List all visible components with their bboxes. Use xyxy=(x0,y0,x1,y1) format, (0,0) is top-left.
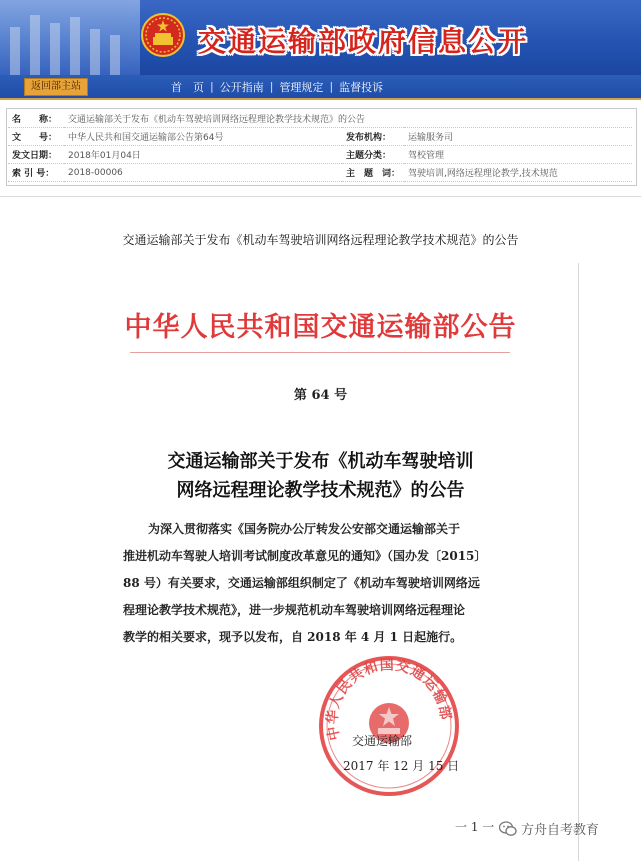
body-line: 程理论教学技术规范》，进一步规范机动车驾驶培训网络远程理论 xyxy=(123,603,466,617)
site-banner xyxy=(0,0,641,75)
meta-key: 索 引 号： xyxy=(8,164,64,182)
watermark xyxy=(499,819,599,838)
meta-key: 文 号： xyxy=(8,128,64,146)
announcement-number: 第 64 号 xyxy=(293,388,348,403)
document-heading: 交通运输部关于发布《机动车驾驶培训网络远程理论教学技术规范》的公告 xyxy=(122,233,519,247)
notice-title-line-2: 网络远程理论教学技术规范》的公告 xyxy=(176,480,465,501)
nav-items xyxy=(165,75,389,98)
table-row xyxy=(8,146,632,164)
meta-value: 中华人民共和国交通运输部公告第64号 xyxy=(64,128,342,146)
meta-value: 2018-00006 xyxy=(64,164,342,182)
metadata-table xyxy=(8,110,632,182)
meta-value: 驾校管理 xyxy=(404,146,632,164)
body-line: 为深入贯彻落实《国务院办公厅转发公安部交通运输部关于 xyxy=(148,522,461,536)
meta-key: 发布机构： xyxy=(342,128,404,146)
notice-title-line-1: 交通运输部关于发布《机动车驾驶培训 xyxy=(167,451,474,472)
nav-item-home[interactable]: 首 页 xyxy=(171,80,204,94)
site-title: 交通运输部政府信息公开 xyxy=(198,25,529,58)
wechat-icon xyxy=(499,821,517,837)
watermark-text: 方舟自考教育 xyxy=(521,823,600,838)
divider xyxy=(130,352,510,353)
meta-value: 驾驶培训,网络远程理论教学,技术规范 xyxy=(404,164,632,182)
meta-key: 名 称： xyxy=(8,110,64,128)
signer-name: 交通运输部 xyxy=(352,734,413,748)
nav-separator: | xyxy=(210,80,214,93)
meta-key: 发文日期： xyxy=(8,146,64,164)
body-line: 推进机动车驾驶人培训考试制度改革意见的通知》（国办发〔2015〕 xyxy=(123,549,487,563)
main-nav xyxy=(0,75,641,100)
nav-item-regulations[interactable]: 管理规定 xyxy=(279,80,324,94)
meta-key: 主题分类： xyxy=(342,146,404,164)
sign-date: 2017 年 12 月 15 日 xyxy=(343,759,460,773)
meta-key: 主 题 词： xyxy=(342,164,404,182)
nav-separator: | xyxy=(329,80,334,93)
meta-value: 运输服务司 xyxy=(404,128,632,146)
page-number: 一 1 一 xyxy=(455,820,495,834)
announcement-red-title: 中华人民共和国交通运输部公告 xyxy=(124,312,517,343)
official-seal-icon xyxy=(318,655,460,797)
seal-text: 中华人民共和国交通运输部 xyxy=(324,657,454,742)
body-line: 教学的相关要求，现予以发布，自 2018 年 4 月 1 日起施行。 xyxy=(123,630,463,644)
nav-item-complaints[interactable]: 监督投诉 xyxy=(339,80,384,94)
table-row xyxy=(8,128,632,146)
meta-value: 2018年01月04日 xyxy=(64,146,342,164)
meta-value: 交通运输部关于发布《机动车驾驶培训网络远程理论教学技术规范》的公告 xyxy=(64,110,632,128)
nav-separator: | xyxy=(269,80,274,93)
national-emblem-icon xyxy=(141,13,185,57)
nav-item-guide[interactable]: 公开指南 xyxy=(219,80,264,94)
back-to-main-site-button[interactable]: 返回部主站 xyxy=(24,78,88,96)
table-row xyxy=(8,164,632,182)
table-row xyxy=(8,110,632,128)
body-line: 88 号）有关要求，交通运输部组织制定了《机动车驾驶培训网络远 xyxy=(123,576,480,590)
building-graphic xyxy=(0,0,140,75)
